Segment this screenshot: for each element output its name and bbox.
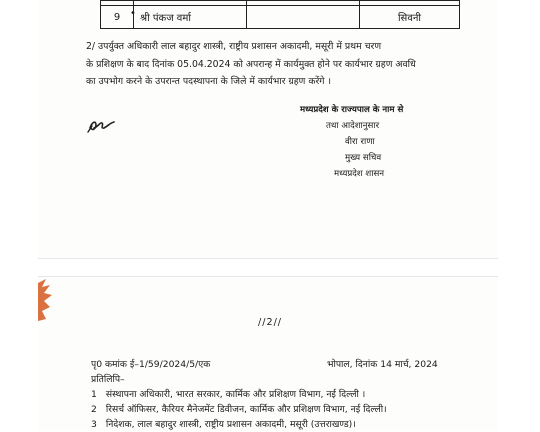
signature-line: तथा आदेशानुसार	[326, 121, 380, 131]
copy-list	[91, 387, 387, 432]
signatory-name: वीरा राणा	[345, 137, 375, 147]
signatory-designation: मुख्य सचिव	[345, 153, 382, 163]
page-gap	[0, 258, 540, 276]
list-item: 2 रिसर्च ऑफिसर, कैरियर मैनेजमेंट डिवीजन, कार्मिक और प्रशिक्षण विभाग, नई दिल्ली।	[91, 404, 387, 415]
document-page-2	[38, 276, 498, 431]
place-date: भोपाल, दिनांक 14 मार्च, 2024	[327, 359, 438, 370]
signature-block	[300, 102, 500, 182]
paragraph-2	[86, 38, 478, 91]
copy-heading: प्रतिलिपि–	[91, 374, 125, 385]
paragraph-line: 2/ उपर्युक्त अधिकारी लाल बहादुर शास्त्री, राष्ट्रीय प्रशासन अकादमी, मसूरी में प्रथम चरण	[86, 41, 382, 52]
list-item: 1 संस्थापना अधिकारी, भारत सरकार, कार्मिक और प्रशिक्षण विभाग, नई दिल्ली ।	[91, 389, 366, 400]
handwritten-initials	[86, 114, 120, 136]
page-number: //2//	[258, 317, 283, 328]
signature-line: मध्यप्रदेश के राज्यपाल के नाम से	[300, 105, 404, 115]
document-page-1	[38, 0, 498, 259]
post-cell	[247, 6, 360, 29]
posting-table	[100, 0, 460, 29]
paragraph-line: का उपभोग करने के उपरान्त पदस्थापना के जिले में कार्यभार ग्रहण करेंगे ।	[86, 76, 331, 87]
paragraph-line: के प्रशिक्षण के बाद दिनांक 05.04.2024 को अपरान्ह में कार्यमुक्त होने पर कार्यभार ग्रहण अवधि	[86, 58, 416, 70]
torn-corner-mark	[38, 277, 58, 321]
list-item: 3 निदेशक, लाल बहादुर शास्त्री, राष्ट्रीय प्रशासन अकादमी, मसूरी (उत्तराखण्ड)।	[91, 419, 356, 430]
reference-number: पृ0 कमांक ई–1/59/2024/5/एक	[91, 359, 211, 370]
signature-line: मध्यप्रदेश शासन	[334, 169, 385, 179]
table-row	[101, 6, 460, 29]
serial-cell: 9	[101, 6, 134, 29]
bullet-mark: •	[130, 8, 136, 19]
district-cell: सिवनी	[360, 6, 460, 29]
officer-name-cell: श्री पंकज वर्मा	[134, 6, 247, 29]
